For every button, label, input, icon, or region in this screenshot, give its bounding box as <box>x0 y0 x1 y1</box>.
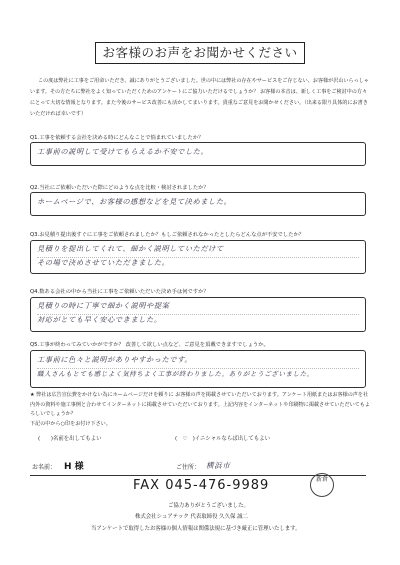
name-value: H 様 <box>64 462 84 472</box>
option-named[interactable] <box>38 434 102 442</box>
option-named-label: 名前を出してもよい <box>53 436 102 442</box>
heart-mark-icon: ♡ <box>182 436 188 442</box>
answer-4-line-1: 見積りの時に丁寧で細かく説明や提案 <box>37 301 359 315</box>
answer-3-line-1: 見積りを提出してくれて、細かく説明していただけて <box>37 244 359 258</box>
answer-box-2 <box>30 192 366 216</box>
question-4-label: Q4.数ある会社の中から当社に工事をご依頼いただいた決め手は何ですか？ <box>30 289 209 295</box>
company-seal-stamp <box>310 473 334 497</box>
question-2-label: Q2.当社にご依頼いただいた際にどのような点を比較・検討されましたか？ <box>30 185 209 191</box>
answer-box-4 <box>30 297 366 332</box>
company-line: 株式会社シュアテック 代表取締役 久久保 誠二 <box>135 514 248 520</box>
answer-box-1 <box>30 142 366 166</box>
answer-4-line-2: 対応がとても早く安心できました。 <box>37 315 162 324</box>
option-initials-label: イニシャルならば出してもよい <box>194 436 270 442</box>
privacy-note: 当アンケートで取得したお客様の個人情報は関係法規に基づき厳正に管理いたします。 <box>91 526 301 532</box>
answer-5-line-2: 職人さんもとても感じよく気持ちよく工事が終わりました。ありがとうございました。 <box>37 370 314 378</box>
intro-text: この度は弊社に工事をご用命いただき、誠にありがとうございました。世の中には弊社の存在やサービスをご存じない、お客様が沢山いらっしゃいます。その方たちに弊社をよく知っていただくためのアンケートにご協力いただけるでしょうか？ お客様の本音は、新しく工事をご検討中の方々にとって大切な情報となります。また今後のサービス改善にも活かしてまいります。貴重なご意見をお聞かせください。（出来る限り具体的にお書きいただければ幸いです） <box>30 78 369 117</box>
answer-2-line-1: ホームページで、お客様の感想などを見て決めました。 <box>37 197 232 206</box>
answer-1-line-1: 工事前の説明して受けてもらえるか不安でした。 <box>37 147 209 156</box>
stamp-text: 新倉 <box>315 476 328 483</box>
option-named-paren: ( ) <box>38 436 53 442</box>
address-value: 横浜市 <box>206 461 231 470</box>
answer-box-5 <box>30 350 366 388</box>
consent-text: ★ 弊社は広告宣伝費をかけない為にホームページだけを頼りに お客様の声を掲載させていただいております。アンケート用紙またはお客様の声を社内外の資料や施工事例と合わせてインターネットに掲載させていただいております。上記内容をインターネットや印刷物に掲載させていただいてもよろしいでしょうか？ <box>30 392 370 417</box>
question-3-label: Q3.お見積り提出後すぐに工事をご依頼されましたか？もしご依頼されなかったとしたらどんな点が不安でしたか？ <box>30 232 305 238</box>
question-5-label: Q5.工事が終わってみていかがですか？ 改善して欲しい点など、ご意見を頂戴できますでしょうか。 <box>30 342 269 348</box>
question-1-label: Q1.工事を依頼する会社を決める時にどんなことで悩まれていましたか？ <box>30 135 204 141</box>
address-label: ご住所： <box>176 464 201 471</box>
answer-box-3 <box>30 240 366 274</box>
answer-5-line-1: 工事前に色々と説明がありやすかったです。 <box>37 355 359 369</box>
consent-instruction: 下記の中から○印をお付け下さい。 <box>30 421 111 427</box>
thanks-text: ご協力ありがとうございました。 <box>168 503 249 509</box>
form-title: お客様のお声をお聞かせください <box>95 42 305 64</box>
option-initials-paren: ( ♡ ) <box>175 436 195 442</box>
answer-3-line-2: その場で決めさせていただきました。 <box>37 258 170 267</box>
fax-number: FAX 045-476-9989 <box>133 478 270 493</box>
option-initials[interactable] <box>175 434 270 442</box>
name-label: お名前： <box>32 464 57 471</box>
